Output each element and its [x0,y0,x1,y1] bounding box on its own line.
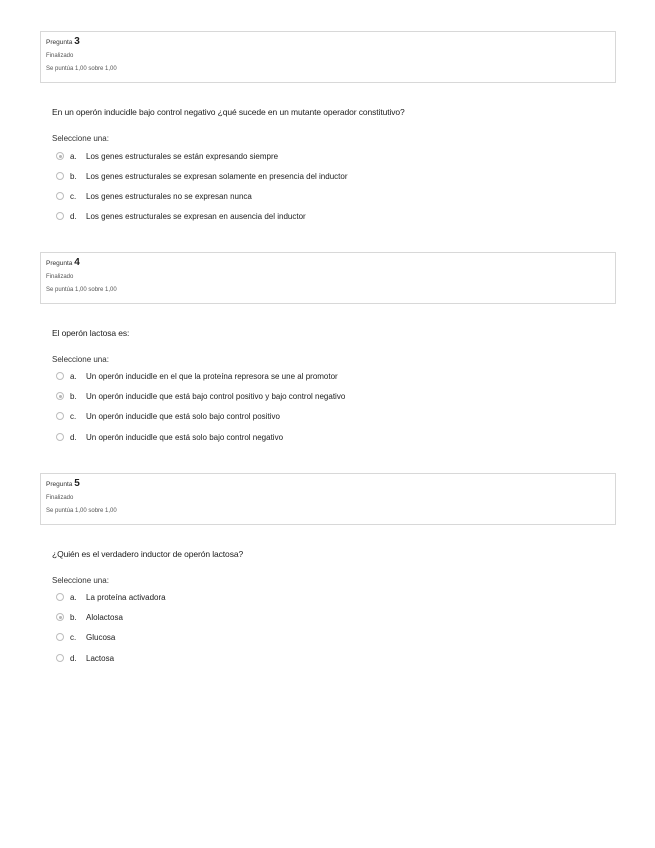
option-text: Los genes estructurales no se expresan nunca [86,191,252,201]
option-letter: a. [70,592,77,602]
option-letter: a. [70,371,77,381]
question-text: ¿Quién es el verdadero inductor de operón lactosa? [52,549,244,559]
option-text: La proteína activadora [86,592,166,602]
question-text: En un operón inducidle bajo control negativo ¿qué sucede en un mutante operador constitutivo? [52,107,405,117]
answer-option[interactable] [56,430,283,444]
radio-button[interactable] [56,412,64,420]
option-letter: b. [70,391,77,401]
answer-option[interactable] [56,149,278,163]
option-letter: c. [70,632,77,642]
radio-button[interactable] [56,654,64,662]
answer-option[interactable] [56,651,114,665]
option-text: Los genes estructurales se expresan en ausencia del inductor [86,211,306,221]
option-text: Alolactosa [86,612,123,622]
select-prompt: Seleccione una: [52,576,109,585]
option-text: Un operón inducidle que está bajo control positivo y bajo control negativo [86,391,346,401]
answer-option[interactable] [56,630,115,644]
answer-option[interactable] [56,590,166,604]
option-text: Lactosa [86,653,115,663]
option-text: Glucosa [86,632,116,642]
question-status: Finalizado [46,53,74,59]
question-info-box [40,31,616,83]
radio-button[interactable] [56,212,64,220]
question-score: Se puntúa 1,00 sobre 1,00 [46,66,117,72]
question-status: Finalizado [46,495,74,501]
answer-option[interactable] [56,409,280,423]
option-text: Un operón inducidle en el que la proteína represora se une al promotor [86,371,338,381]
radio-button[interactable] [56,172,64,180]
option-letter: b. [70,612,77,622]
option-letter: c. [70,411,77,421]
select-prompt: Seleccione una: [52,355,109,364]
option-letter: c. [70,191,77,201]
option-text: Un operón inducidle que está solo bajo control negativo [86,432,284,442]
option-letter: a. [70,151,77,161]
radio-button[interactable] [56,613,64,621]
radio-button[interactable] [56,192,64,200]
answer-option[interactable] [56,389,345,403]
option-letter: d. [70,432,77,442]
question-info-box [40,252,616,304]
option-letter: b. [70,171,77,181]
option-letter: d. [70,653,77,663]
radio-button[interactable] [56,433,64,441]
radio-button[interactable] [56,593,64,601]
answer-option[interactable] [56,610,123,624]
option-letter: d. [70,211,77,221]
question-text: El operón lactosa es: [52,328,130,338]
question-number: Pregunta 5 [46,478,80,489]
answer-option[interactable] [56,169,348,183]
question-number: Pregunta 3 [46,36,80,47]
radio-button[interactable] [56,372,64,380]
answer-option[interactable] [56,369,338,383]
radio-button[interactable] [56,633,64,641]
option-text: Los genes estructurales se están expresando siempre [86,151,279,161]
radio-button[interactable] [56,392,64,400]
question-info-box [40,473,616,525]
option-text: Los genes estructurales se expresan solamente en presencia del inductor [86,171,348,181]
question-number: Pregunta 4 [46,257,80,268]
option-text: Un operón inducidle que está solo bajo control positivo [86,411,280,421]
select-prompt: Seleccione una: [52,134,109,143]
answer-option[interactable] [56,189,252,203]
question-status: Finalizado [46,274,74,280]
answer-option[interactable] [56,209,306,223]
radio-button[interactable] [56,152,64,160]
question-score: Se puntúa 1,00 sobre 1,00 [46,508,117,514]
question-score: Se puntúa 1,00 sobre 1,00 [46,287,117,293]
